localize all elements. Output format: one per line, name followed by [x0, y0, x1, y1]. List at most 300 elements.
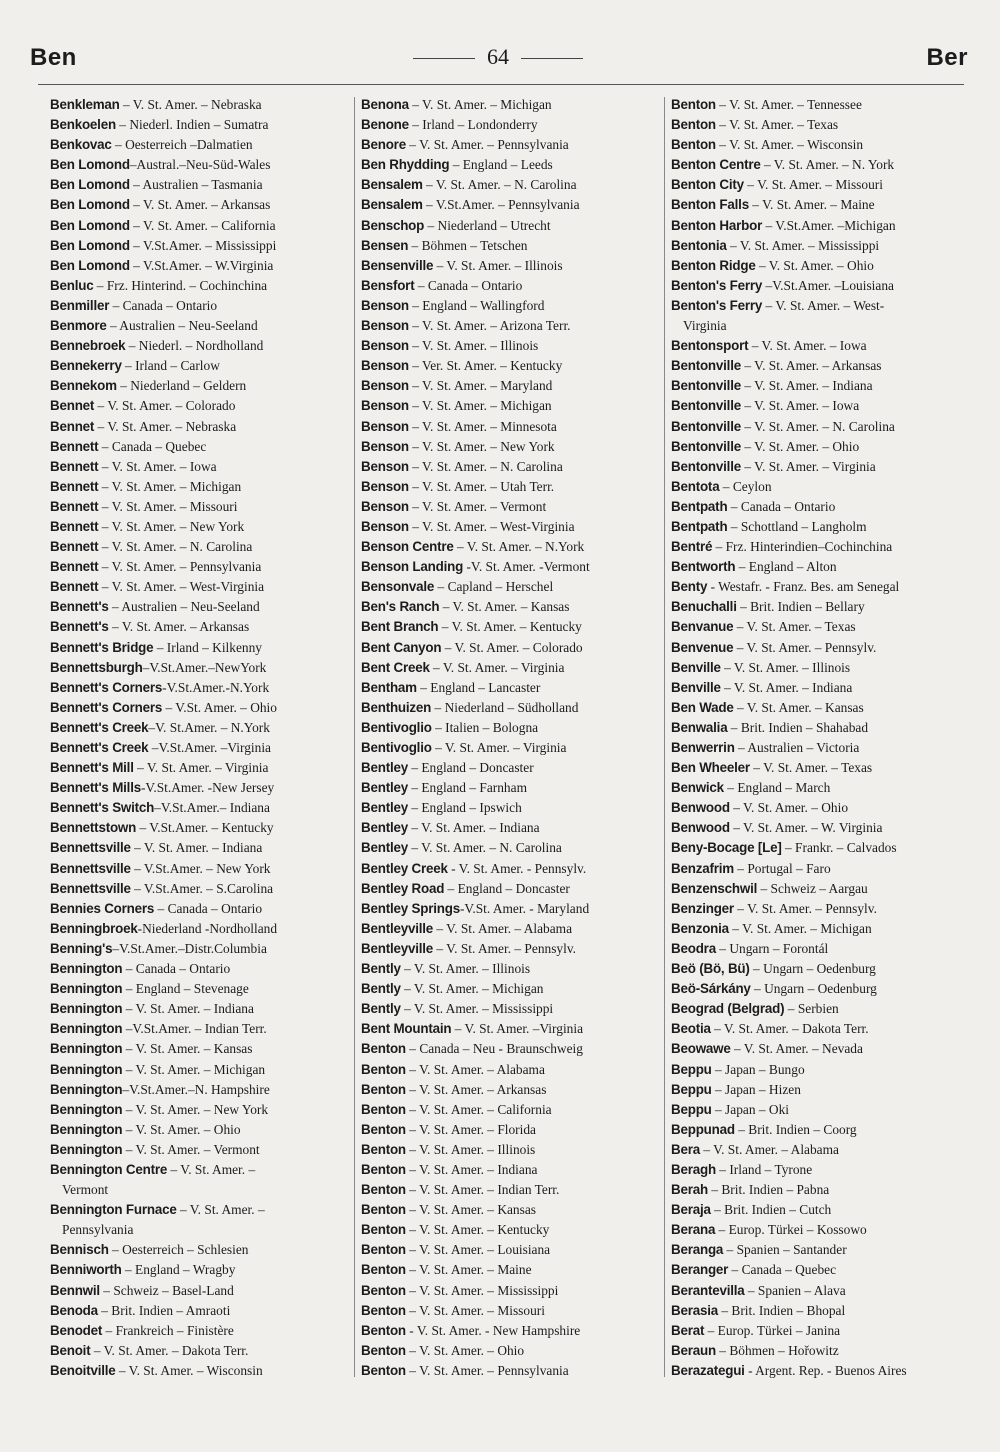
entry-name: Benson	[361, 458, 409, 474]
gazetteer-entry	[361, 919, 661, 939]
gazetteer-entry	[671, 859, 971, 879]
gazetteer-entry	[361, 1341, 661, 1361]
gazetteer-entry	[361, 437, 661, 457]
gazetteer-entry	[50, 1200, 350, 1240]
entry-location: – V. St. Amer. – Indian Terr.	[405, 1182, 560, 1198]
entry-name: Bensalem	[361, 177, 423, 193]
entry-location: – V. St. Amer. – Illinois	[405, 1141, 536, 1157]
column-1	[50, 95, 350, 1385]
entry-location: – V. St. Amer. – Missouri	[405, 1302, 545, 1318]
entry-location: – V. St. Amer. – Colorado	[441, 639, 583, 655]
entry-location: – Brit. Indien – Amraoti	[97, 1302, 231, 1318]
entry-location: – England – Wallingford	[408, 297, 545, 313]
gazetteer-entry	[671, 617, 971, 637]
gazetteer-entry	[671, 336, 971, 356]
gazetteer-entry	[50, 95, 350, 115]
entry-name: Bent Creek	[361, 659, 430, 675]
gazetteer-entry	[50, 1039, 350, 1059]
gazetteer-entry	[671, 818, 971, 838]
entry-location: – Irland – Tyrone	[715, 1161, 813, 1177]
entry-name: Benton City	[671, 177, 744, 193]
gazetteer-entry	[50, 537, 350, 557]
entry-location: – V. St. Amer. – Pennsylv.	[433, 940, 577, 956]
entry-name: Benson	[361, 418, 409, 434]
entry-name: Bentonville	[671, 418, 741, 434]
gazetteer-entry	[671, 1361, 971, 1381]
gazetteer-entry	[671, 597, 971, 617]
entry-name: Beograd (Belgrad)	[671, 1001, 785, 1017]
entry-name: Bennington	[50, 1021, 123, 1037]
gazetteer-entry	[671, 155, 971, 175]
entry-name: Bentonville	[671, 438, 741, 454]
gazetteer-entry	[671, 1180, 971, 1200]
gazetteer-entry	[671, 236, 971, 256]
entry-location: – V. St. Amer. – West-Virginia	[98, 579, 265, 595]
entry-name: Bennett's Bridge	[50, 639, 154, 655]
entry-continuation: Virginia	[683, 318, 727, 334]
entry-location: – V.St.Amer. – W.Virginia	[129, 257, 274, 273]
entry-name: Bentley	[361, 760, 408, 776]
gazetteer-entry	[50, 1120, 350, 1140]
entry-name: Benoit	[50, 1342, 91, 1358]
entry-name: Bennington	[50, 961, 123, 977]
entry-location: – Portugal – Faro	[733, 860, 831, 876]
entry-name: Bennington	[50, 1001, 123, 1017]
gazetteer-entry	[361, 396, 661, 416]
gazetteer-entry	[361, 638, 661, 658]
header-dash-left	[413, 58, 475, 59]
entry-name: Bennettsville	[50, 860, 131, 876]
entry-location: – Niederland – Geldern	[116, 378, 247, 394]
entry-location: – V. St. Amer. – Dakota Terr.	[90, 1342, 249, 1358]
entry-location: – Europ. Türkei – Janina	[704, 1322, 841, 1338]
entry-location: -V.St.Amer. -New Jersey	[140, 780, 275, 796]
gazetteer-entry	[361, 557, 661, 577]
gazetteer-entry	[361, 859, 661, 879]
entry-location: – V. St. Amer. – Missouri	[743, 177, 883, 193]
gazetteer-entry	[671, 1260, 971, 1280]
entry-location: – V. St. Amer. – N. Carolina	[98, 539, 253, 555]
entry-location: – Niederl. Indien – Sumatra	[115, 117, 269, 133]
entry-name: Ben's Ranch	[361, 599, 440, 615]
entry-location: – Brit. Indien – Cutch	[710, 1202, 832, 1218]
gazetteer-entry	[671, 1019, 971, 1039]
gazetteer-entry	[671, 838, 971, 858]
gazetteer-entry	[50, 1060, 350, 1080]
entry-location: –Austral.–Neu-Süd-Wales	[129, 157, 271, 173]
entry-name: Benton	[361, 1121, 406, 1137]
entry-name: Berah	[671, 1182, 708, 1198]
entry-name: Bensonvale	[361, 579, 435, 595]
gazetteer-entry	[50, 738, 350, 758]
entry-name: Benodet	[50, 1322, 103, 1338]
gazetteer-entry	[671, 1301, 971, 1321]
entry-name: Bensalem	[361, 197, 423, 213]
entry-name: Beodra	[671, 940, 716, 956]
entry-location: – Canada – Ontario	[122, 961, 231, 977]
entry-location: – V.St.Amer. – Kentucky	[136, 820, 274, 836]
gazetteer-entry	[361, 959, 661, 979]
entry-location: –V.St.Amer. –Virginia	[148, 740, 271, 755]
entry-name: Beppunad	[671, 1121, 735, 1137]
entry-location: – V. St. Amer. – Kansas	[439, 599, 570, 615]
entry-name: Benson Landing	[361, 559, 464, 575]
entry-location: – V. St. Amer. – Michigan	[400, 981, 544, 997]
entry-location: –V.St.Amer.–N. Hampshire	[122, 1081, 270, 1097]
entry-location: – V. St. Amer. – Maryland	[408, 378, 553, 394]
entry-name: Bentonville	[671, 398, 741, 414]
entry-location: – V. St. Amer. – W. Virginia	[729, 820, 883, 836]
entry-location: – Capland – Herschel	[434, 579, 554, 595]
entry-location: – V. St. Amer. – N. Carolina	[740, 418, 895, 434]
entry-name: Beranger	[671, 1262, 729, 1278]
entry-name: Bentpath	[671, 518, 728, 534]
entry-location: – V. St. Amer. – Pennsylv.	[733, 639, 877, 655]
entry-name: Benson	[361, 398, 409, 414]
gazetteer-entry	[671, 1341, 971, 1361]
entry-location: – England – Doncaster	[444, 880, 570, 896]
gazetteer-entry	[50, 557, 350, 577]
gazetteer-entry	[671, 738, 971, 758]
entry-name: Bennett's Mill	[50, 760, 134, 776]
entry-name: Benton	[361, 1342, 406, 1358]
entry-name: Bennett	[50, 559, 99, 575]
entry-location: – V. St. Amer. – West-Virginia	[408, 518, 575, 534]
entry-name: Bennett	[50, 539, 99, 555]
entry-name: Bennington	[50, 1101, 123, 1117]
gazetteer-entry	[361, 1080, 661, 1100]
gazetteer-entry	[671, 778, 971, 798]
entry-name: Benville	[671, 679, 721, 695]
entry-location: – Australien – Tasmania	[129, 177, 263, 193]
entry-name: Ben Wheeler	[671, 760, 750, 776]
entry-location: – V.St.Amer. – New York	[130, 860, 271, 876]
gazetteer-entry	[361, 1100, 661, 1120]
gazetteer-entry	[50, 1160, 350, 1200]
entry-location: – V. St. Amer. – Mississippi	[405, 1282, 559, 1298]
entry-name: Bennett's Mills	[50, 780, 141, 796]
entry-name: Benkoelen	[50, 117, 116, 133]
gazetteer-entry	[50, 356, 350, 376]
entry-location: – Australien – Neu-Seeland	[106, 318, 258, 334]
gazetteer-entry	[50, 1260, 350, 1280]
entry-name: Bentleyville	[361, 940, 434, 956]
entry-location: – England – Stevenage	[122, 981, 249, 997]
entry-location: – Ungarn – Forontál	[715, 940, 829, 956]
gazetteer-entry	[671, 718, 971, 738]
entry-location: – Ceylon	[719, 478, 772, 494]
entry-location: – V. St. Amer. – N. Carolina	[422, 177, 577, 193]
entry-name: Benton	[361, 1242, 406, 1258]
entry-location: – V. St. Amer. – Ohio	[740, 438, 860, 454]
gazetteer-entry	[671, 376, 971, 396]
gazetteer-entry	[361, 597, 661, 617]
gazetteer-entry	[361, 678, 661, 698]
entry-name: Berat	[671, 1322, 705, 1338]
entry-name: Benzinger	[671, 900, 734, 916]
gazetteer-entry	[671, 135, 971, 155]
entry-name: Bennett's Corners	[50, 699, 163, 715]
gazetteer-entry	[671, 919, 971, 939]
entry-name: Bennett's Creek	[50, 740, 149, 755]
gazetteer-entry	[671, 195, 971, 215]
entry-name: Benniworth	[50, 1262, 122, 1278]
gazetteer-entry	[671, 939, 971, 959]
entry-name: Benvanue	[671, 619, 734, 635]
gazetteer-entry	[671, 457, 971, 477]
entry-location: – V.St.Amer. –Michigan	[762, 217, 896, 233]
entry-name: Benton Falls	[671, 197, 749, 213]
entry-name: Beraun	[671, 1342, 716, 1358]
entry-name: Benson	[361, 297, 409, 313]
gazetteer-entry	[361, 718, 661, 738]
gazetteer-entry	[361, 1140, 661, 1160]
entry-location: - Argent. Rep. - Buenos Aires	[744, 1362, 907, 1378]
entry-location: – V. St. Amer. – Alabama	[405, 1061, 545, 1077]
gazetteer-entry	[361, 296, 661, 316]
entry-location: – V. St. Amer. – Indiana	[122, 1001, 254, 1017]
entry-location: – Frankreich – Finistère	[102, 1322, 234, 1338]
entry-name: Benton	[361, 1322, 406, 1338]
entry-name: Benson	[361, 478, 409, 494]
entry-location: – V. St. Amer. – Virginia	[429, 659, 565, 675]
entry-location: – V. St. Amer. – Arizona Terr.	[408, 318, 571, 334]
entry-location: – V. St. Amer. – N. Carolina	[408, 458, 563, 474]
entry-location: – V. St. Amer. – Ohio	[405, 1342, 525, 1358]
entry-name: Bentonsport	[671, 338, 749, 354]
gazetteer-entry	[361, 195, 661, 215]
gazetteer-entry	[671, 959, 971, 979]
entry-location: – V. St. Amer. – Pennsylv.	[733, 900, 877, 916]
entry-location: – V. St. Amer. – Louisiana	[405, 1242, 551, 1258]
gazetteer-entry	[50, 155, 350, 175]
gazetteer-entry	[671, 296, 971, 336]
entry-name: Bennett	[50, 518, 99, 534]
entry-name: Benton	[361, 1282, 406, 1298]
entry-name: Beowawe	[671, 1041, 731, 1057]
gazetteer-entry	[361, 95, 661, 115]
entry-name: Benson	[361, 438, 409, 454]
gazetteer-entry	[361, 336, 661, 356]
entry-location: – V. St. Amer. – New York	[122, 1101, 269, 1117]
gazetteer-entry	[50, 798, 350, 818]
gazetteer-entry	[361, 778, 661, 798]
gazetteer-entry	[361, 1220, 661, 1240]
entry-name: Beragh	[671, 1161, 716, 1177]
entry-location: – V. St. Amer. – Texas	[715, 117, 839, 133]
entry-location: - Westafr. - Franz. Bes. am Senegal	[707, 579, 900, 595]
entry-location: – V. St. Amer. – Arkansas	[108, 619, 250, 635]
gazetteer-entry	[361, 838, 661, 858]
entry-name: Benoda	[50, 1302, 98, 1318]
entry-name: Bennett's Switch	[50, 800, 155, 816]
entry-location: – V. St. Amer. –	[167, 1161, 256, 1177]
entry-location: – Ungarn – Oedenburg	[749, 961, 876, 977]
gazetteer-entry	[671, 276, 971, 296]
entry-location: – V. St. Amer. – West-	[762, 297, 885, 313]
gazetteer-entry	[361, 175, 661, 195]
entry-name: Bennett's	[50, 599, 109, 615]
entry-name: Ben Lomond	[50, 237, 130, 253]
gazetteer-entry	[50, 316, 350, 336]
entry-location: – V. St. Amer. – Kansas	[122, 1041, 253, 1057]
gazetteer-entry	[671, 437, 971, 457]
gazetteer-entry	[50, 477, 350, 497]
gazetteer-entry	[361, 1260, 661, 1280]
gazetteer-entry	[361, 1180, 661, 1200]
entry-name: Bensfort	[361, 277, 415, 293]
gazetteer-entry	[361, 798, 661, 818]
page-header	[28, 44, 968, 78]
entry-name: Ben Lomond	[50, 197, 130, 213]
entry-name: Benone	[361, 117, 409, 133]
entry-location: – Böhmen – Hořowitz	[715, 1342, 839, 1358]
entry-name: Benkleman	[50, 97, 120, 112]
entry-location: – V. St. Amer. – Kansas	[405, 1202, 536, 1218]
gazetteer-entry	[50, 276, 350, 296]
gazetteer-entry	[361, 316, 661, 336]
entry-name: Bentonia	[671, 237, 727, 253]
entry-location: –V.St.Amer. – Indian Terr.	[122, 1021, 267, 1037]
entry-name: Benzenschwil	[671, 880, 758, 896]
entry-location: – V. St. Amer. – Nebraska	[94, 418, 237, 434]
entry-name: Benwood	[671, 820, 730, 836]
entry-name: Benwick	[671, 780, 724, 796]
entry-location: – V. St. Amer. – California	[405, 1101, 552, 1117]
gazetteer-entry	[671, 115, 971, 135]
entry-location: -Niederland -Nordholland	[137, 920, 278, 936]
page-number: 64	[487, 44, 509, 69]
entry-name: Beotia	[671, 1021, 711, 1037]
gazetteer-columns	[50, 95, 965, 1385]
entry-location: – V. St. Amer. – Indiana	[407, 820, 540, 836]
entry-location: – V. St. Amer. –Virginia	[451, 1021, 584, 1037]
entry-location: – V. St. Amer. – Iowa	[98, 458, 217, 474]
entry-location: – V. St. Amer. – Iowa	[740, 398, 860, 414]
entry-location: – Oesterreich –Dalmatien	[111, 137, 253, 153]
gazetteer-entry	[671, 417, 971, 437]
entry-location: – V. St. Amer. – Missouri	[98, 498, 238, 514]
entry-location: – Europ. Türkei – Kossowo	[715, 1222, 867, 1238]
entry-location: – V. St. Amer. – Illinois	[720, 659, 851, 675]
entry-location: – V. St. Amer. – N. York	[760, 157, 895, 173]
entry-location: – V. St. Amer. – Ohio	[122, 1121, 241, 1137]
gazetteer-entry	[361, 738, 661, 758]
entry-location: – England – March	[723, 780, 831, 796]
gazetteer-entry	[361, 1200, 661, 1220]
entry-name: Bent Canyon	[361, 639, 442, 655]
entry-name: Bennett	[50, 498, 99, 514]
entry-location: – V. St. Amer. – Illinois	[433, 257, 563, 273]
gazetteer-entry	[50, 1140, 350, 1160]
entry-name: Bennwil	[50, 1282, 100, 1298]
entry-name: Benningbroek	[50, 920, 138, 936]
gazetteer-entry	[671, 638, 971, 658]
entry-location: – V. St. Amer. – Wisconsin	[115, 1362, 263, 1378]
entry-location: – Ungarn – Oedenburg	[750, 981, 877, 997]
gazetteer-entry	[361, 236, 661, 256]
entry-location: – Canada – Ontario	[414, 277, 523, 293]
entry-location: – Japan – Bungo	[711, 1061, 805, 1077]
entry-name: Bentley Creek	[361, 860, 448, 876]
entry-location: – Australien – Victoria	[734, 740, 860, 755]
entry-name: Beppu	[671, 1061, 712, 1077]
entry-name: Bennington	[50, 1061, 123, 1077]
entry-name: Benton's Ferry	[671, 297, 763, 313]
gazetteer-entry	[361, 818, 661, 838]
gazetteer-entry	[671, 356, 971, 376]
entry-location: – V. St. Amer. – Pennsylvania	[405, 1362, 569, 1378]
entry-name: Benty	[671, 579, 708, 595]
entry-location: – V. St. Amer. – Maine	[748, 197, 875, 213]
page-number-block	[28, 44, 968, 70]
entry-name: Bentivoglio	[361, 740, 432, 755]
entry-location: – Schweiz – Aargau	[757, 880, 868, 896]
entry-location: – Irland – Carlow	[121, 358, 220, 374]
entry-name: Bennington	[50, 1141, 123, 1157]
entry-location: – V. St. Amer. – Utah Terr.	[408, 478, 555, 494]
gazetteer-entry	[671, 517, 971, 537]
entry-location: – V. St. Amer. – Illinois	[400, 961, 531, 977]
entry-name: Ben Rhydding	[361, 157, 450, 173]
entry-name: Bennekerry	[50, 358, 122, 374]
gazetteer-entry	[361, 698, 661, 718]
gazetteer-entry	[50, 195, 350, 215]
entry-location: – V. St. Amer. – Dakota Terr.	[710, 1021, 869, 1037]
entry-name: Bennett's	[50, 619, 109, 635]
entry-location: – V. St. Amer. – Arkansas	[129, 197, 271, 213]
entry-name: Benschop	[361, 217, 425, 233]
header-dash-right	[521, 58, 583, 59]
entry-location: – V. St. Amer. – N. Carolina	[407, 840, 562, 856]
gazetteer-entry	[671, 1200, 971, 1220]
gazetteer-entry	[50, 376, 350, 396]
gazetteer-entry	[50, 658, 350, 678]
entry-location: –V.St.Amer.– Indiana	[154, 800, 270, 816]
entry-name: Bennisch	[50, 1242, 109, 1258]
gazetteer-entry	[671, 216, 971, 236]
entry-location: – Canada – Neu - Braunschweig	[405, 1041, 583, 1057]
gazetteer-entry	[361, 115, 661, 135]
entry-location: – V. St. Amer. – Virginia	[740, 458, 876, 474]
entry-name: Bent Mountain	[361, 1021, 452, 1037]
entry-name: Beranga	[671, 1242, 724, 1258]
gazetteer-entry	[50, 236, 350, 256]
gazetteer-entry	[50, 899, 350, 919]
entry-name: Benton Ridge	[671, 257, 756, 273]
gazetteer-entry	[50, 1341, 350, 1361]
gazetteer-entry	[50, 517, 350, 537]
gazetteer-entry	[50, 838, 350, 858]
gazetteer-entry	[361, 417, 661, 437]
gazetteer-entry	[361, 155, 661, 175]
gazetteer-entry	[671, 497, 971, 517]
gazetteer-entry	[50, 959, 350, 979]
entry-location: – V. St. Amer. – Michigan	[728, 920, 872, 936]
gazetteer-entry	[361, 517, 661, 537]
entry-name: Bentley	[361, 840, 408, 856]
entry-location: –V. St.Amer. – N.York	[148, 719, 270, 735]
gazetteer-entry	[50, 497, 350, 517]
entry-location: – V. St. Amer. – Mississippi	[726, 237, 880, 253]
entry-location: – Japan – Hizen	[711, 1081, 801, 1097]
column-divider-1	[354, 97, 355, 1377]
entry-location: – Canada – Ontario	[727, 498, 836, 514]
entry-location: -V.St. Amer. - Maryland	[459, 900, 590, 916]
entry-name: Bentham	[361, 679, 417, 695]
entry-location: – Canada – Ontario	[109, 297, 218, 313]
entry-name: Bennington	[50, 1081, 123, 1097]
